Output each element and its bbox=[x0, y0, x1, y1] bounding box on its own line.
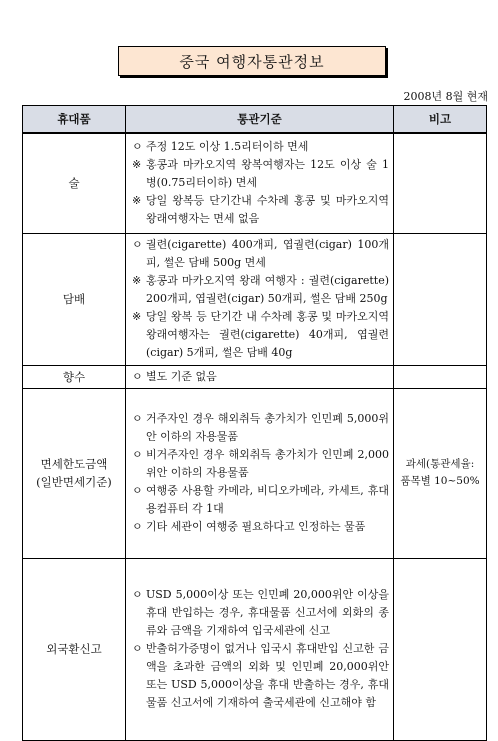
bullet-mark: ㅇ bbox=[132, 642, 143, 655]
date-note: 2008년 8월 현재 bbox=[403, 90, 488, 103]
row-note bbox=[394, 233, 487, 365]
condition-text: 반출허가증명이 없거나 입국시 휴대반입 신고한 금액을 초과한 금액의 외화 및 인민폐 20,000위안 또는 USD 5,000이상을 휴대 반출하는 경우, 휴대물품 신고서에 기재하여 출국세관에 신고해야 함 bbox=[146, 642, 389, 709]
condition-text: 홍콩과 마카오지역 왕래 여행자 : 궐련(cigarette) 200개피, 엽궐련(cigar) 50개피, 썰은 담배 250g bbox=[146, 274, 389, 305]
condition-text: 별도 기준 없음 bbox=[146, 369, 217, 383]
row-note: 과세(통관세율: 품목별 10~50% bbox=[394, 388, 487, 558]
condition-line bbox=[132, 640, 389, 712]
bullet-mark: ㅇ bbox=[132, 588, 143, 601]
table-row bbox=[23, 365, 487, 388]
condition-line bbox=[132, 156, 389, 192]
condition-text: 궐련(cigarette) 400개피, 엽궐련(cigar) 100개피, 썰은 담배 500g 면세 bbox=[146, 238, 389, 269]
customs-table bbox=[22, 105, 487, 741]
reference-mark: ※ bbox=[132, 310, 142, 323]
bullet-mark: ㅇ bbox=[132, 448, 143, 461]
row-condition bbox=[126, 133, 394, 233]
row-note bbox=[394, 133, 487, 233]
reference-mark: ※ bbox=[132, 274, 142, 287]
condition-text: 여행중 사용할 카메라, 비디오카메라, 카세트, 휴대용컴퓨터 각 1대 bbox=[146, 484, 389, 515]
bullet-mark: ㅇ bbox=[132, 484, 143, 497]
condition-line bbox=[132, 138, 389, 156]
condition-text: 거주자인 경우 해외취득 총가치가 인민폐 5,000위안 이하의 자용물품 bbox=[146, 412, 389, 443]
condition-text: 홍콩과 마카오지역 왕복여행자는 12도 이상 술 1병(0.75리터이하) 면세 bbox=[146, 158, 389, 190]
header-item: 휴대품 bbox=[23, 106, 126, 134]
table-row bbox=[23, 133, 487, 233]
reference-mark: ※ bbox=[132, 158, 142, 172]
condition-line bbox=[132, 446, 389, 482]
bullet-mark: ㅇ bbox=[132, 520, 143, 533]
condition-line bbox=[132, 518, 389, 536]
table-row bbox=[23, 388, 487, 558]
page-title-box bbox=[118, 46, 386, 76]
row-condition bbox=[126, 558, 394, 740]
table-row bbox=[23, 233, 487, 365]
condition-text: 주정 12도 이상 1.5리터이하 면세 bbox=[146, 140, 309, 154]
condition-text: 당일 왕복등 단기간내 수차례 홍콩 및 마카오지역 왕래여행자는 면세 없음 bbox=[146, 194, 389, 226]
condition-text: USD 5,000이상 또는 인민폐 20,000위안 이상을 휴대 반입하는 경우, 휴대물품 신고서에 외화의 종류와 금액을 기재하여 입국세관에 신고 bbox=[146, 588, 389, 637]
table-header-row bbox=[23, 106, 487, 134]
bullet-mark: ㅇ bbox=[132, 140, 143, 154]
row-item: 향수 bbox=[23, 365, 126, 388]
row-condition bbox=[126, 365, 394, 388]
row-item: 담배 bbox=[23, 233, 126, 365]
condition-text: 당일 왕복 등 단기간 내 수차례 홍콩 및 마카오지역 왕래여행자는 궐련(cigarette) 40개피, 엽궐련(cigar) 5개피, 썰은 담배 40g bbox=[146, 310, 389, 359]
reference-mark: ※ bbox=[132, 194, 142, 208]
condition-line bbox=[132, 410, 389, 446]
page-title: 중국 여행자통관정보 bbox=[179, 52, 325, 71]
row-condition bbox=[126, 233, 394, 365]
header-note: 비고 bbox=[394, 106, 487, 134]
bullet-mark: ㅇ bbox=[132, 238, 143, 251]
bullet-mark: ㅇ bbox=[132, 369, 143, 383]
condition-line bbox=[132, 272, 389, 308]
condition-line bbox=[132, 236, 389, 272]
table-row bbox=[23, 558, 487, 740]
header-condition: 통관기준 bbox=[126, 106, 394, 134]
condition-line bbox=[132, 308, 389, 362]
condition-line bbox=[132, 586, 389, 640]
row-item: 면세한도금액 (일반면세기준) bbox=[23, 388, 126, 558]
condition-text: 비거주자인 경우 해외취득 총가치가 인민폐 2,000위안 이하의 자용물품 bbox=[146, 448, 389, 479]
condition-line bbox=[132, 192, 389, 228]
bullet-mark: ㅇ bbox=[132, 412, 143, 425]
row-note bbox=[394, 558, 487, 740]
row-item: 외국환신고 bbox=[23, 558, 126, 740]
condition-text: 기타 세관이 여행중 필요하다고 인정하는 물품 bbox=[146, 520, 366, 533]
condition-line bbox=[132, 368, 389, 386]
row-item: 술 bbox=[23, 133, 126, 233]
condition-line bbox=[132, 482, 389, 518]
row-condition bbox=[126, 388, 394, 558]
row-note bbox=[394, 365, 487, 388]
